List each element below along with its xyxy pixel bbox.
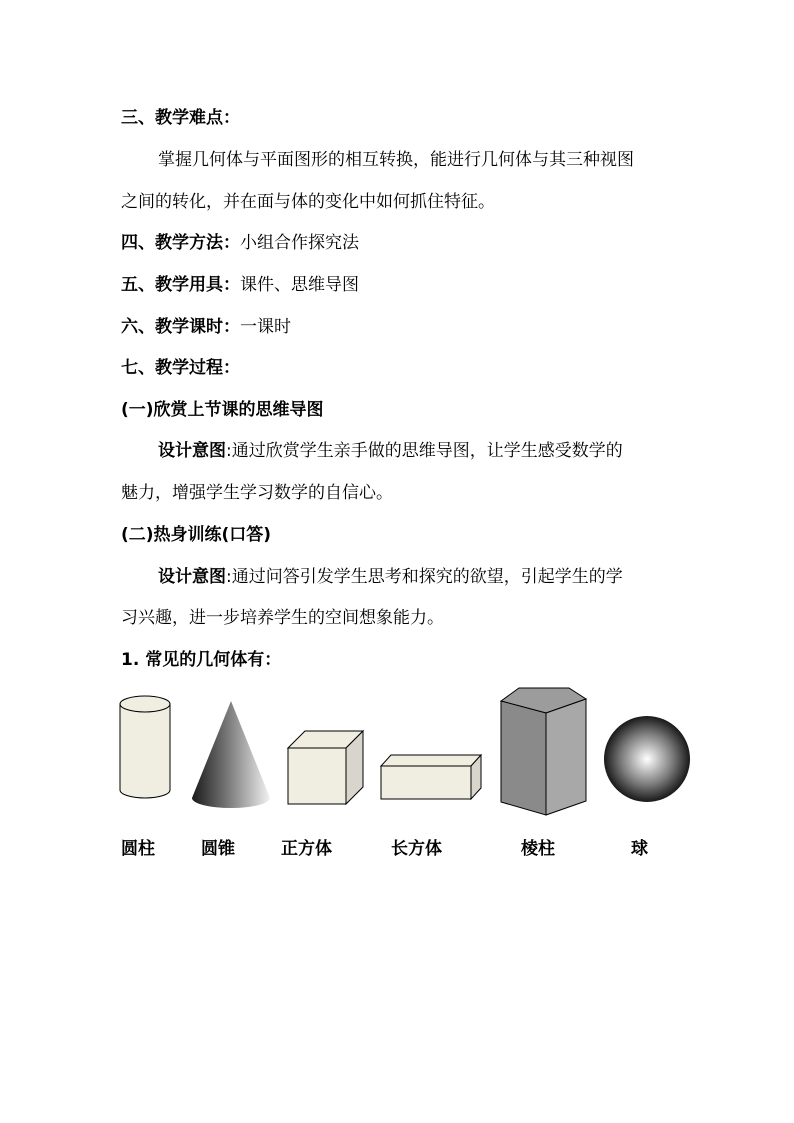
cuboid-shape: [381, 755, 481, 799]
hours-line: [121, 317, 291, 337]
step2-intent-line2: 习兴趣，进一步培养学生的空间想象能力。: [121, 608, 444, 628]
step2-intent-label: 设计意图: [158, 567, 226, 587]
method-heading: 四、教学方法：: [121, 233, 240, 253]
label-cube: 正方体: [281, 839, 332, 859]
hours-value: 一课时: [240, 317, 291, 337]
difficulty-text-1: 掌握几何体与平面图形的相互转换，能进行几何体与其三种视图: [158, 150, 634, 170]
geometric-solids-figure: [110, 684, 700, 819]
cone-shape: [192, 701, 270, 808]
cylinder-shape: [120, 696, 170, 798]
method-value: 小组合作探究法: [240, 233, 359, 253]
step2-intent-line1: [158, 567, 623, 587]
step1-intent-text: :通过欣赏学生亲手做的思维导图，让学生感受数学的: [226, 441, 623, 461]
step1-title: (一)欣赏上节课的思维导图: [121, 400, 324, 420]
label-prism: 棱柱: [521, 839, 555, 859]
label-cone: 圆锥: [201, 839, 235, 859]
step1-intent-line1: [158, 441, 623, 461]
hours-heading: 六、教学课时：: [121, 317, 240, 337]
difficulty-text-2: 之间的转化，并在面与体的变化中如何抓住特征。: [121, 192, 495, 212]
prism-shape: [501, 688, 586, 815]
label-sphere: 球: [631, 839, 648, 859]
tools-heading: 五、教学用具：: [121, 275, 240, 295]
step2-title: (二)热身训练(口答): [121, 525, 272, 545]
step1-intent-line2: 魅力，增强学生学习数学的自信心。: [121, 483, 393, 503]
label-cuboid: 长方体: [391, 839, 442, 859]
q1-title: 1. 常见的几何体有：: [121, 650, 282, 670]
label-cylinder: 圆柱: [121, 839, 155, 859]
difficulty-heading: 三、教学难点：: [121, 108, 240, 128]
process-heading: 七、教学过程：: [121, 358, 240, 378]
tools-value: 课件、思维导图: [240, 275, 359, 295]
cube-shape: [288, 731, 363, 804]
method-line: [121, 233, 359, 253]
step1-intent-label: 设计意图: [158, 441, 226, 461]
step2-intent-text: :通过问答引发学生思考和探究的欲望，引起学生的学: [226, 567, 623, 587]
sphere-shape: [604, 716, 690, 802]
tools-line: [121, 275, 359, 295]
